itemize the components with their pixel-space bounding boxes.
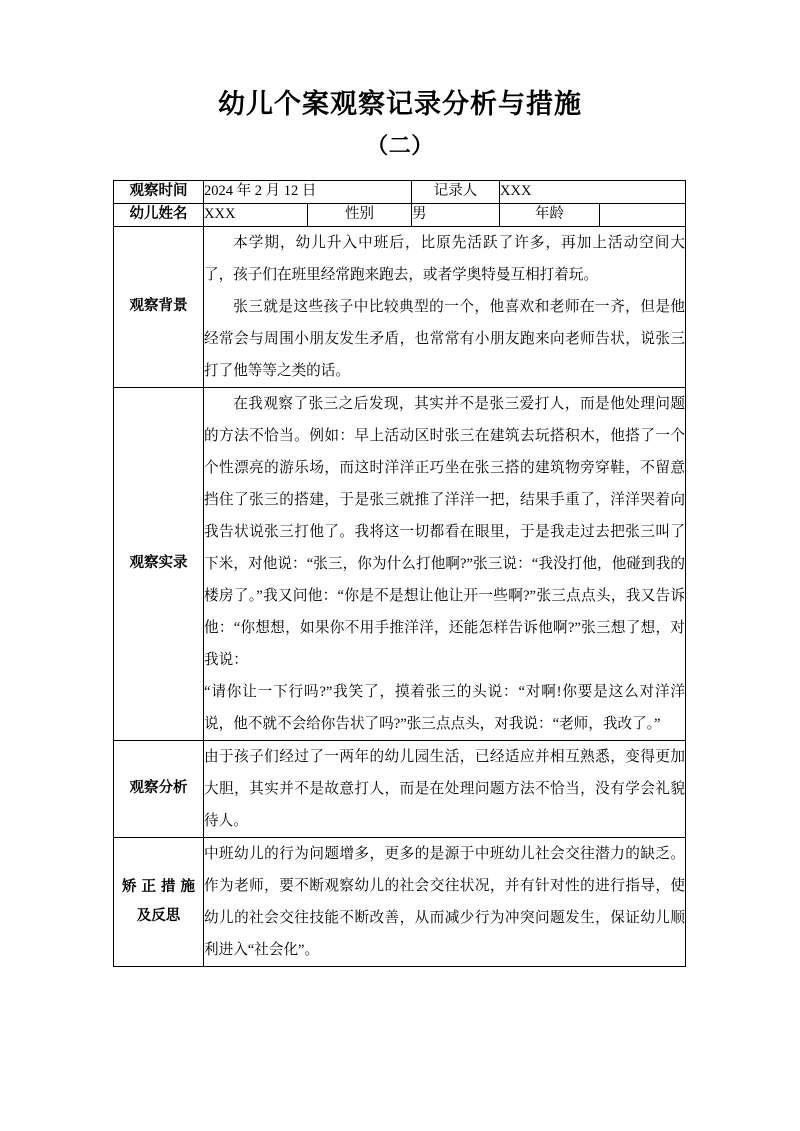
label-recorder: 记录人 xyxy=(412,181,500,204)
label-gender: 性别 xyxy=(308,203,412,226)
label-age: 年龄 xyxy=(500,203,600,226)
table-row-analysis xyxy=(114,740,686,837)
content-corrective-measures[interactable] xyxy=(204,837,686,966)
label-observation-background: 观察背景 xyxy=(114,226,204,387)
value-child-name[interactable]: XXX xyxy=(204,203,308,226)
page-title: 幼儿个案观察记录分析与措施 xyxy=(218,89,582,119)
background-paragraph-1: 本学期，幼儿升入中班后，比原先活跃了许多，再加上活动空间大了，孩子们在班里经常跑来跑去，或者学奥特曼互相打着玩。 xyxy=(204,234,686,283)
record-paragraph-2: “请你让一下行吗?”我笑了，摸着张三的头说：“对啊!你要是这么对洋洋说，他不就不会给你告状了吗?”张三点点头，对我说：“老师，我改了。” xyxy=(204,683,686,732)
content-observation-background[interactable] xyxy=(204,226,686,387)
label-corrective-measures xyxy=(114,837,204,966)
value-gender[interactable]: 男 xyxy=(412,203,500,226)
analysis-paragraph-1: 由于孩子们经过了一两年的幼儿园生活，已经适应并相互熟悉，变得更加大胆，其实并不是故意打人，而是在处理问题方法不恰当，没有学会礼貌待人。 xyxy=(204,748,686,829)
label-observation-analysis: 观察分析 xyxy=(114,740,204,837)
table-row-measures xyxy=(114,837,686,966)
content-observation-record[interactable] xyxy=(204,387,686,740)
table-row-background xyxy=(114,226,686,387)
measures-paragraph-1: 中班幼儿的行为问题增多，更多的是源于中班幼儿社会交往潜力的缺乏。作为老师，要不断观察幼儿的社会交往状况，并有针对性的进行指导，使幼儿的社会交往技能不断改善，从而减少行为冲突问题发生，保证幼儿顺利进入“社会化”。 xyxy=(204,845,686,958)
value-recorder[interactable]: XXX xyxy=(500,181,686,204)
table-row-observation-time xyxy=(114,181,686,204)
page-subtitle: （二） xyxy=(366,132,434,158)
label-corrective-measures-line-2: 及反思 xyxy=(136,907,181,924)
label-observation-time: 观察时间 xyxy=(114,181,204,204)
label-observation-record: 观察实录 xyxy=(114,387,204,740)
value-observation-time[interactable]: 2024 年 2 月 12 日 xyxy=(204,181,412,204)
label-child-name: 幼儿姓名 xyxy=(114,203,204,226)
background-paragraph-2: 张三就是这些孩子中比较典型的一个，他喜欢和老师在一齐，但是他经常会与周围小朋友发生矛盾，也常常有小朋友跑来向老师告状，说张三打了他等等之类的话。 xyxy=(204,298,686,379)
content-observation-analysis[interactable] xyxy=(204,740,686,837)
table-row-record xyxy=(114,387,686,740)
record-paragraph-1: 在我观察了张三之后发现，其实并不是张三爱打人，而是他处理问题的方法不恰当。例如：早上活动区时张三在建筑去玩搭积木，他搭了一个个性漂亮的游乐场，而这时洋洋正巧坐在张三搭的建筑物旁穿鞋，不留意挡住了张三的搭建，于是张三就推了洋洋一把，结果手重了，洋洋哭着向我告状说张三打他了。我将这一切都看在眼里，于是我走过去把张三叫了下米，对他说：“张三，你为什么打他啊?”张三说：“我没打他，他碰到我的楼房了。”我又问他：“你是不是想让他让开一些啊?”张三点点头，我又告诉他：“你想想，如果你不用手推洋洋，还能怎样告诉他啊?”张三想了想，对我说： xyxy=(204,395,686,668)
label-corrective-measures-line-1: 矫正措施 xyxy=(122,878,200,895)
record-table-wrapper xyxy=(113,180,685,967)
observation-record-table xyxy=(113,180,686,967)
title-block xyxy=(0,0,800,160)
value-age[interactable] xyxy=(600,203,686,226)
table-row-child-info xyxy=(114,203,686,226)
